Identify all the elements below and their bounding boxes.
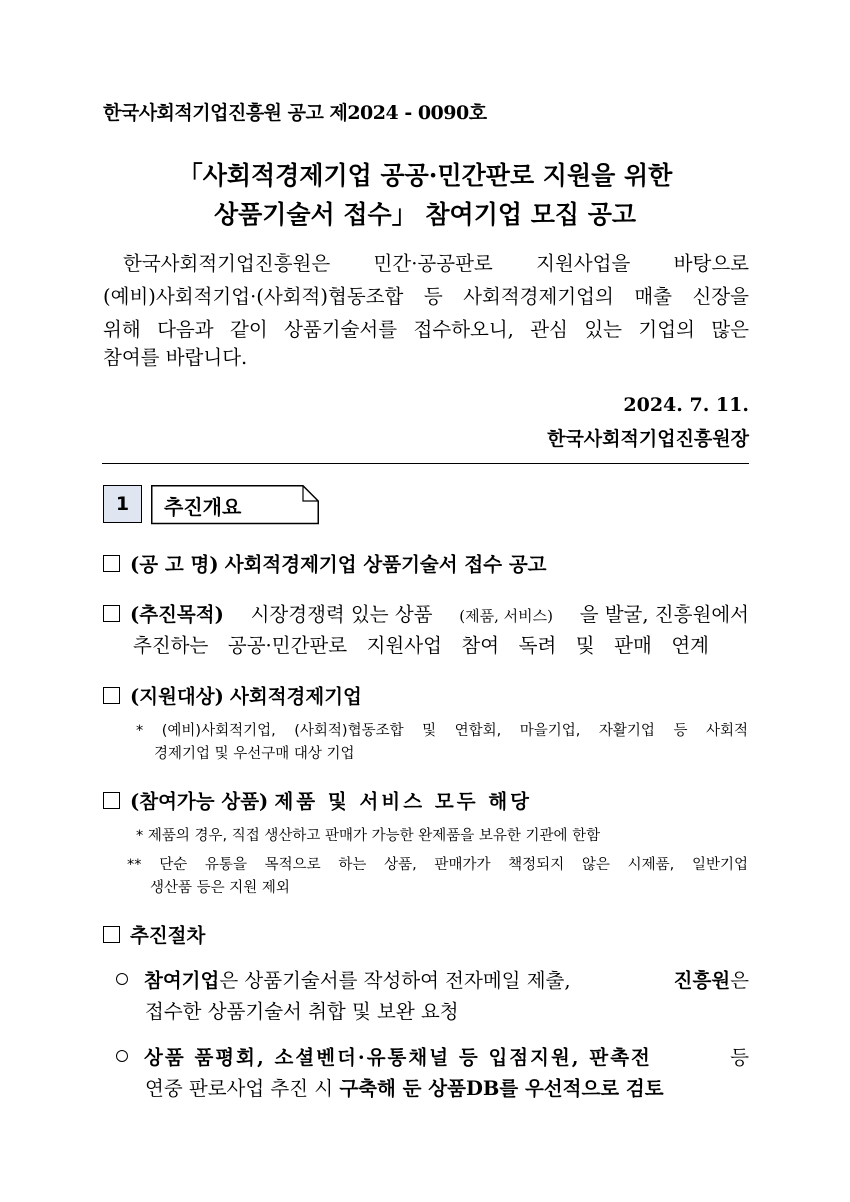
step1-bold-1: 참여기업: [144, 969, 220, 992]
checkbox-square-icon: [103, 926, 120, 943]
step1-bold-2: 진흥원: [673, 969, 731, 992]
circle-bullet-icon: [116, 973, 128, 985]
divider: [102, 463, 749, 464]
section-title-box: [151, 485, 319, 523]
item-purpose: [103, 599, 749, 627]
issuer-name: 한국사회적기업진흥원장: [547, 428, 749, 450]
item-value: 사회적경제기업: [230, 685, 362, 708]
purpose-text-2: 을 발굴, 진흥원에서: [579, 603, 749, 626]
item-label: (공 고 명): [130, 553, 219, 576]
products-note-2-line-1: ** 단순 유통을 목적으로 하는 상품, 판매가가 책정되지 않은 시제품, 일반기업: [127, 857, 748, 873]
section-title: 추진개요: [164, 495, 242, 519]
products-note-2-line-2: 생산품 등은 지원 제외: [150, 880, 290, 896]
intro-line-1: 한국사회적기업진흥원은 민간·공공판로 지원사업을 바탕으로: [123, 252, 749, 275]
item-products: [103, 786, 532, 814]
step1-text-2: 은: [730, 969, 749, 992]
procedure-step-1: [116, 965, 749, 993]
announcement-date: 2024. 7. 11.: [623, 394, 749, 416]
step2-text-1: 등: [730, 1046, 749, 1069]
title-line-2: 상품기술서 접수」 참여기업 모집 공고: [213, 200, 637, 229]
notice-number: 한국사회적기업진흥원 공고 제2024 - 0090호: [103, 102, 487, 124]
item-label: (지원대상): [130, 685, 224, 708]
item-value: 사회적경제기업 상품기술서 접수 공고: [224, 553, 547, 576]
intro-line-2: (예비)사회적기업·(사회적)협동조합 등 사회적경제기업의 매출 신장을: [103, 285, 749, 308]
section-number-box: [103, 485, 142, 523]
purpose-paren: (제품, 서비스): [459, 607, 553, 625]
step2-bold-2: 구축해 둔 상품DB를 우선적으로 검토: [339, 1077, 664, 1100]
step2-bold-1: 상품 품평회, 소셜벤더·유통채널 등 입점지원, 판촉전: [144, 1046, 652, 1069]
checkbox-square-icon: [103, 555, 120, 572]
circle-bullet-icon: [116, 1050, 128, 1062]
item-label: (추진목적): [130, 603, 224, 626]
step2-text-2: 연중 판로사업 추진 시: [145, 1077, 334, 1100]
intro-line-3: 위해 다음과 같이 상품기술서를 접수하오니, 관심 있는 기업의 많은: [103, 318, 749, 341]
checkbox-square-icon: [103, 605, 120, 622]
item-notice-name: [103, 549, 547, 577]
item-label: 추진절차: [130, 924, 206, 947]
purpose-line-2: 추진하는 공공·민간판로 지원사업 참여 독려 및 판매 연계: [133, 634, 709, 657]
target-note-line-1: * (예비)사회적기업, (사회적)협동조합 및 연합회, 마을기업, 자활기업 등 사회적: [136, 723, 748, 739]
checkbox-square-icon: [103, 687, 120, 704]
products-note-1: * 제품의 경우, 직접 생산하고 판매가 가능한 완제품을 보유한 기관에 한함: [136, 828, 601, 844]
item-value: 제품 및 서비스 모두 해당: [274, 790, 532, 813]
step1-line-2: 접수한 상품기술서 취합 및 보완 요청: [145, 1000, 459, 1023]
step2-line-2: [145, 1073, 664, 1101]
purpose-text: 시장경쟁력 있는 상품: [250, 603, 433, 626]
item-label: (참여가능 상품): [130, 790, 269, 813]
title-line-1: 「사회적경제기업 공공·민간판로 지원을 위한: [177, 161, 673, 190]
item-procedure: [103, 920, 205, 948]
target-note-line-2: 경제기업 및 우선구매 대상 기업: [154, 746, 355, 762]
item-target: [103, 681, 362, 709]
procedure-step-2: [116, 1042, 749, 1070]
section-number: 1: [115, 493, 130, 515]
checkbox-square-icon: [103, 792, 120, 809]
intro-line-4: 참여를 바랍니다.: [103, 346, 248, 369]
step1-text-1: 은 상품기술서를 작성하여 전자메일 제출,: [219, 969, 571, 992]
